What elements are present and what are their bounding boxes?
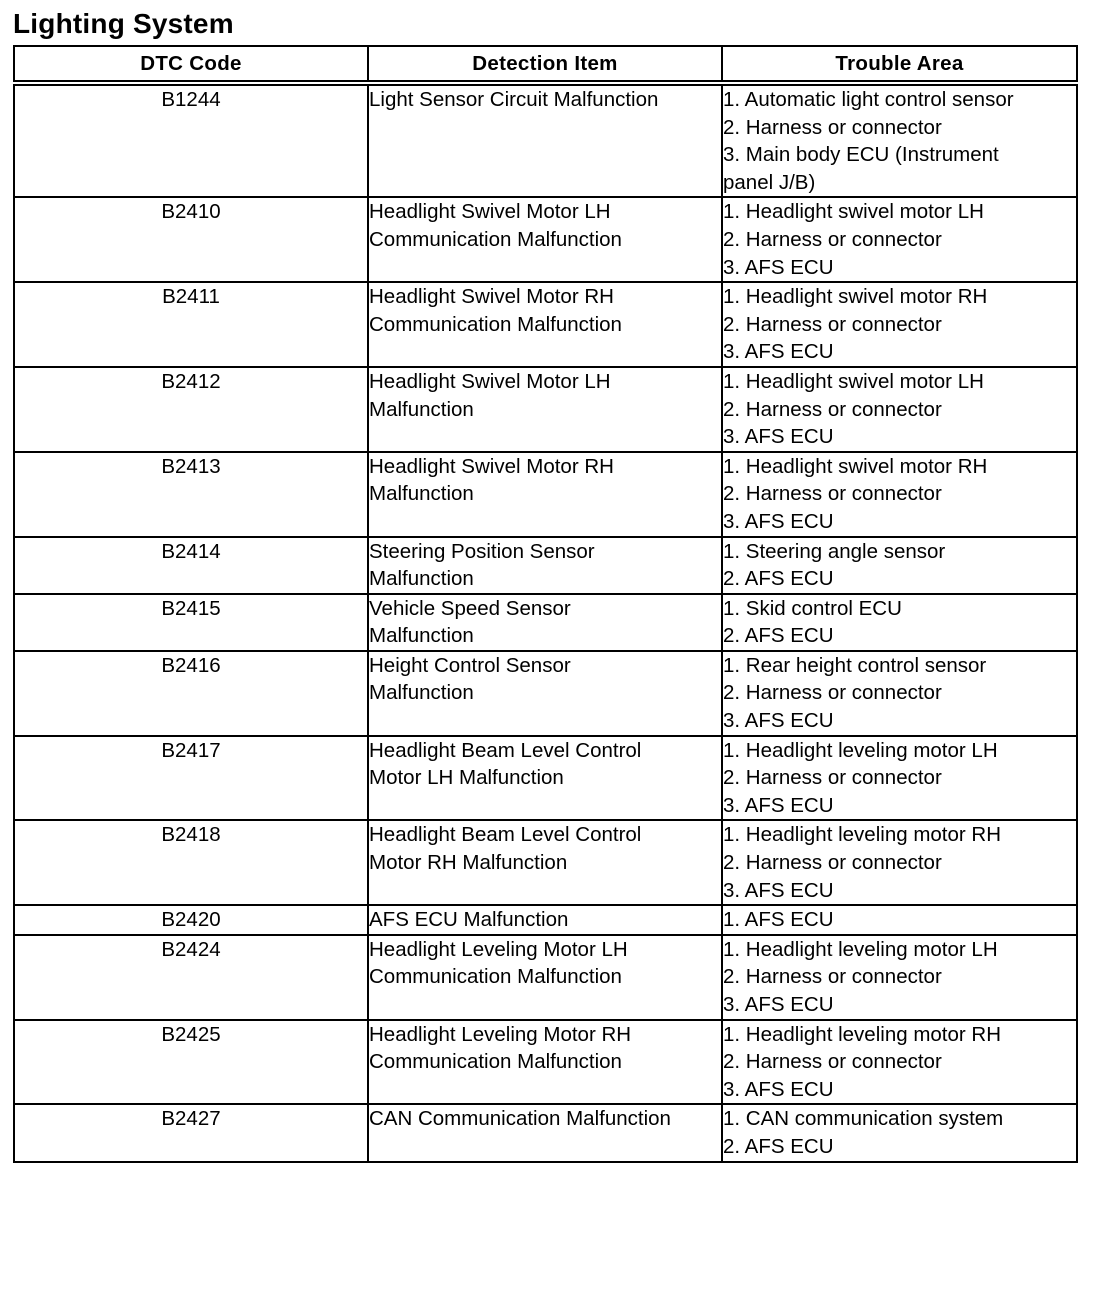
trouble-area-line: 1. Steering angle sensor (723, 539, 946, 563)
detection-item-line: Headlight Leveling Motor RH (369, 1022, 632, 1046)
trouble-area-line: 1. AFS ECU (723, 908, 834, 932)
trouble-area-line: 2. Harness or connector (723, 851, 942, 875)
page-title: Lighting System (13, 8, 234, 39)
trouble-area-line: 3. AFS ECU (723, 340, 834, 364)
detection-item-line: Communication Malfunction (369, 312, 622, 336)
detection-item-line: Motor RH Malfunction (369, 851, 568, 875)
header-row (14, 46, 1077, 83)
trouble-area-cell (722, 651, 1077, 736)
trouble-area-line: 3. AFS ECU (723, 878, 834, 902)
table-row (14, 452, 1077, 537)
trouble-area-line: 1. Headlight swivel motor LH (723, 200, 984, 224)
trouble-area-line: 2. Harness or connector (723, 312, 942, 336)
trouble-area-line: 1. Skid control ECU (723, 596, 902, 620)
detection-item-cell (368, 905, 722, 935)
table-row (14, 83, 1077, 197)
trouble-area-line: 2. AFS ECU (723, 624, 834, 648)
table-row (14, 367, 1077, 452)
table-row (14, 282, 1077, 367)
dtc-code-cell: B2415 (14, 594, 368, 651)
detection-item-line: Headlight Leveling Motor LH (369, 937, 628, 961)
dtc-code-cell: B2411 (14, 282, 368, 367)
detection-item-line: Headlight Beam Level Control (369, 823, 642, 847)
dtc-code-cell: B1244 (14, 83, 368, 197)
detection-item-line: AFS ECU Malfunction (369, 908, 569, 932)
dtc-code-cell: B2410 (14, 197, 368, 282)
detection-item-cell (368, 820, 722, 905)
trouble-area-line: 2. Harness or connector (723, 397, 942, 421)
trouble-area-line: panel J/B) (723, 170, 816, 194)
trouble-area-line: 1. Headlight swivel motor RH (723, 285, 988, 309)
detection-item-cell (368, 367, 722, 452)
table-row (14, 651, 1077, 736)
trouble-area-line: 1. Headlight swivel motor RH (723, 454, 988, 478)
trouble-area-line: 2. Harness or connector (723, 482, 942, 506)
trouble-area-line: 2. Harness or connector (723, 766, 942, 790)
trouble-area-line: 2. AFS ECU (723, 567, 834, 591)
detection-item-cell (368, 1104, 722, 1161)
table-row (14, 1020, 1077, 1105)
dtc-code-cell: B2427 (14, 1104, 368, 1161)
trouble-area-cell (722, 736, 1077, 821)
dtc-code-cell: B2414 (14, 537, 368, 594)
table-row (14, 820, 1077, 905)
trouble-area-line: 2. AFS ECU (723, 1134, 834, 1158)
trouble-area-line: 3. AFS ECU (723, 709, 834, 733)
trouble-area-line: 1. Headlight leveling motor LH (723, 937, 998, 961)
detection-item-line: CAN Communication Malfunction (369, 1107, 671, 1131)
dtc-code-cell: B2416 (14, 651, 368, 736)
table-row (14, 537, 1077, 594)
dtc-code-cell: B2412 (14, 367, 368, 452)
trouble-area-cell (722, 537, 1077, 594)
trouble-area-line: 3. AFS ECU (723, 1077, 834, 1101)
trouble-area-cell (722, 452, 1077, 537)
trouble-area-cell (722, 905, 1077, 935)
trouble-area-line: 2. Harness or connector (723, 115, 942, 139)
detection-item-cell (368, 594, 722, 651)
detection-item-line: Communication Malfunction (369, 965, 622, 989)
detection-item-line: Steering Position Sensor (369, 539, 595, 563)
detection-item-line: Malfunction (369, 681, 474, 705)
trouble-area-line: 2. Harness or connector (723, 965, 942, 989)
trouble-area-cell (722, 935, 1077, 1020)
table-row (14, 594, 1077, 651)
detection-item-line: Headlight Swivel Motor RH (369, 285, 614, 309)
detection-item-cell (368, 651, 722, 736)
table-row (14, 197, 1077, 282)
trouble-area-cell (722, 197, 1077, 282)
detection-item-line: Headlight Beam Level Control (369, 738, 642, 762)
detection-item-line: Communication Malfunction (369, 1050, 622, 1074)
trouble-area-line: 1. Headlight leveling motor LH (723, 738, 998, 762)
trouble-area-cell (722, 282, 1077, 367)
detection-item-line: Malfunction (369, 624, 474, 648)
trouble-area-cell (722, 594, 1077, 651)
table-row (14, 935, 1077, 1020)
trouble-area-line: 3. Main body ECU (Instrument (723, 143, 999, 167)
dtc-code-cell: B2420 (14, 905, 368, 935)
trouble-area-cell (722, 367, 1077, 452)
trouble-area-cell (722, 820, 1077, 905)
table-row (14, 1104, 1077, 1161)
detection-item-cell (368, 537, 722, 594)
trouble-area-line: 3. AFS ECU (723, 793, 834, 817)
detection-item-line: Headlight Swivel Motor LH (369, 200, 611, 224)
dtc-code-cell: B2425 (14, 1020, 368, 1105)
trouble-area-line: 3. AFS ECU (723, 425, 834, 449)
trouble-area-line: 2. Harness or connector (723, 681, 942, 705)
detection-item-cell (368, 935, 722, 1020)
table-row (14, 736, 1077, 821)
trouble-area-line: 2. Harness or connector (723, 227, 942, 251)
table-row (14, 905, 1077, 935)
column-header-dtc-code: DTC Code (14, 46, 368, 83)
trouble-area-line: 1. Headlight leveling motor RH (723, 823, 1002, 847)
trouble-area-line: 1. Rear height control sensor (723, 653, 987, 677)
detection-item-line: Vehicle Speed Sensor (369, 596, 571, 620)
detection-item-cell (368, 1020, 722, 1105)
trouble-area-line: 1. Automatic light control sensor (723, 88, 1014, 111)
trouble-area-line: 1. Headlight leveling motor RH (723, 1022, 1002, 1046)
trouble-area-line: 3. AFS ECU (723, 509, 834, 533)
trouble-area-line: 2. Harness or connector (723, 1050, 942, 1074)
detection-item-line: Motor LH Malfunction (369, 766, 564, 790)
dtc-code-cell: B2424 (14, 935, 368, 1020)
trouble-area-line: 3. AFS ECU (723, 255, 834, 279)
column-header-detection-item: Detection Item (368, 46, 722, 83)
trouble-area-cell (722, 1104, 1077, 1161)
column-header-trouble-area: Trouble Area (722, 46, 1077, 83)
dtc-code-cell: B2413 (14, 452, 368, 537)
trouble-area-line: 3. AFS ECU (723, 993, 834, 1016)
detection-item-line: Headlight Swivel Motor LH (369, 369, 611, 393)
trouble-area-cell (722, 1020, 1077, 1105)
trouble-area-line: 1. Headlight swivel motor LH (723, 369, 984, 393)
detection-item-cell (368, 452, 722, 537)
detection-item-line: Height Control Sensor (369, 653, 571, 677)
trouble-area-line: 1. CAN communication system (723, 1107, 1004, 1131)
detection-item-line: Headlight Swivel Motor RH (369, 454, 614, 478)
detection-item-line: Light Sensor Circuit Malfunction (369, 88, 659, 111)
detection-item-line: Malfunction (369, 397, 474, 421)
detection-item-line: Malfunction (369, 482, 474, 506)
detection-item-cell (368, 197, 722, 282)
dtc-table (13, 45, 1078, 1163)
detection-item-line: Communication Malfunction (369, 227, 622, 251)
detection-item-cell (368, 282, 722, 367)
table-header (14, 46, 1077, 83)
table-body (14, 83, 1077, 1162)
detection-item-cell (368, 83, 722, 197)
dtc-code-cell: B2418 (14, 820, 368, 905)
detection-item-cell (368, 736, 722, 821)
dtc-code-cell: B2417 (14, 736, 368, 821)
trouble-area-cell (722, 83, 1077, 197)
detection-item-line: Malfunction (369, 567, 474, 591)
